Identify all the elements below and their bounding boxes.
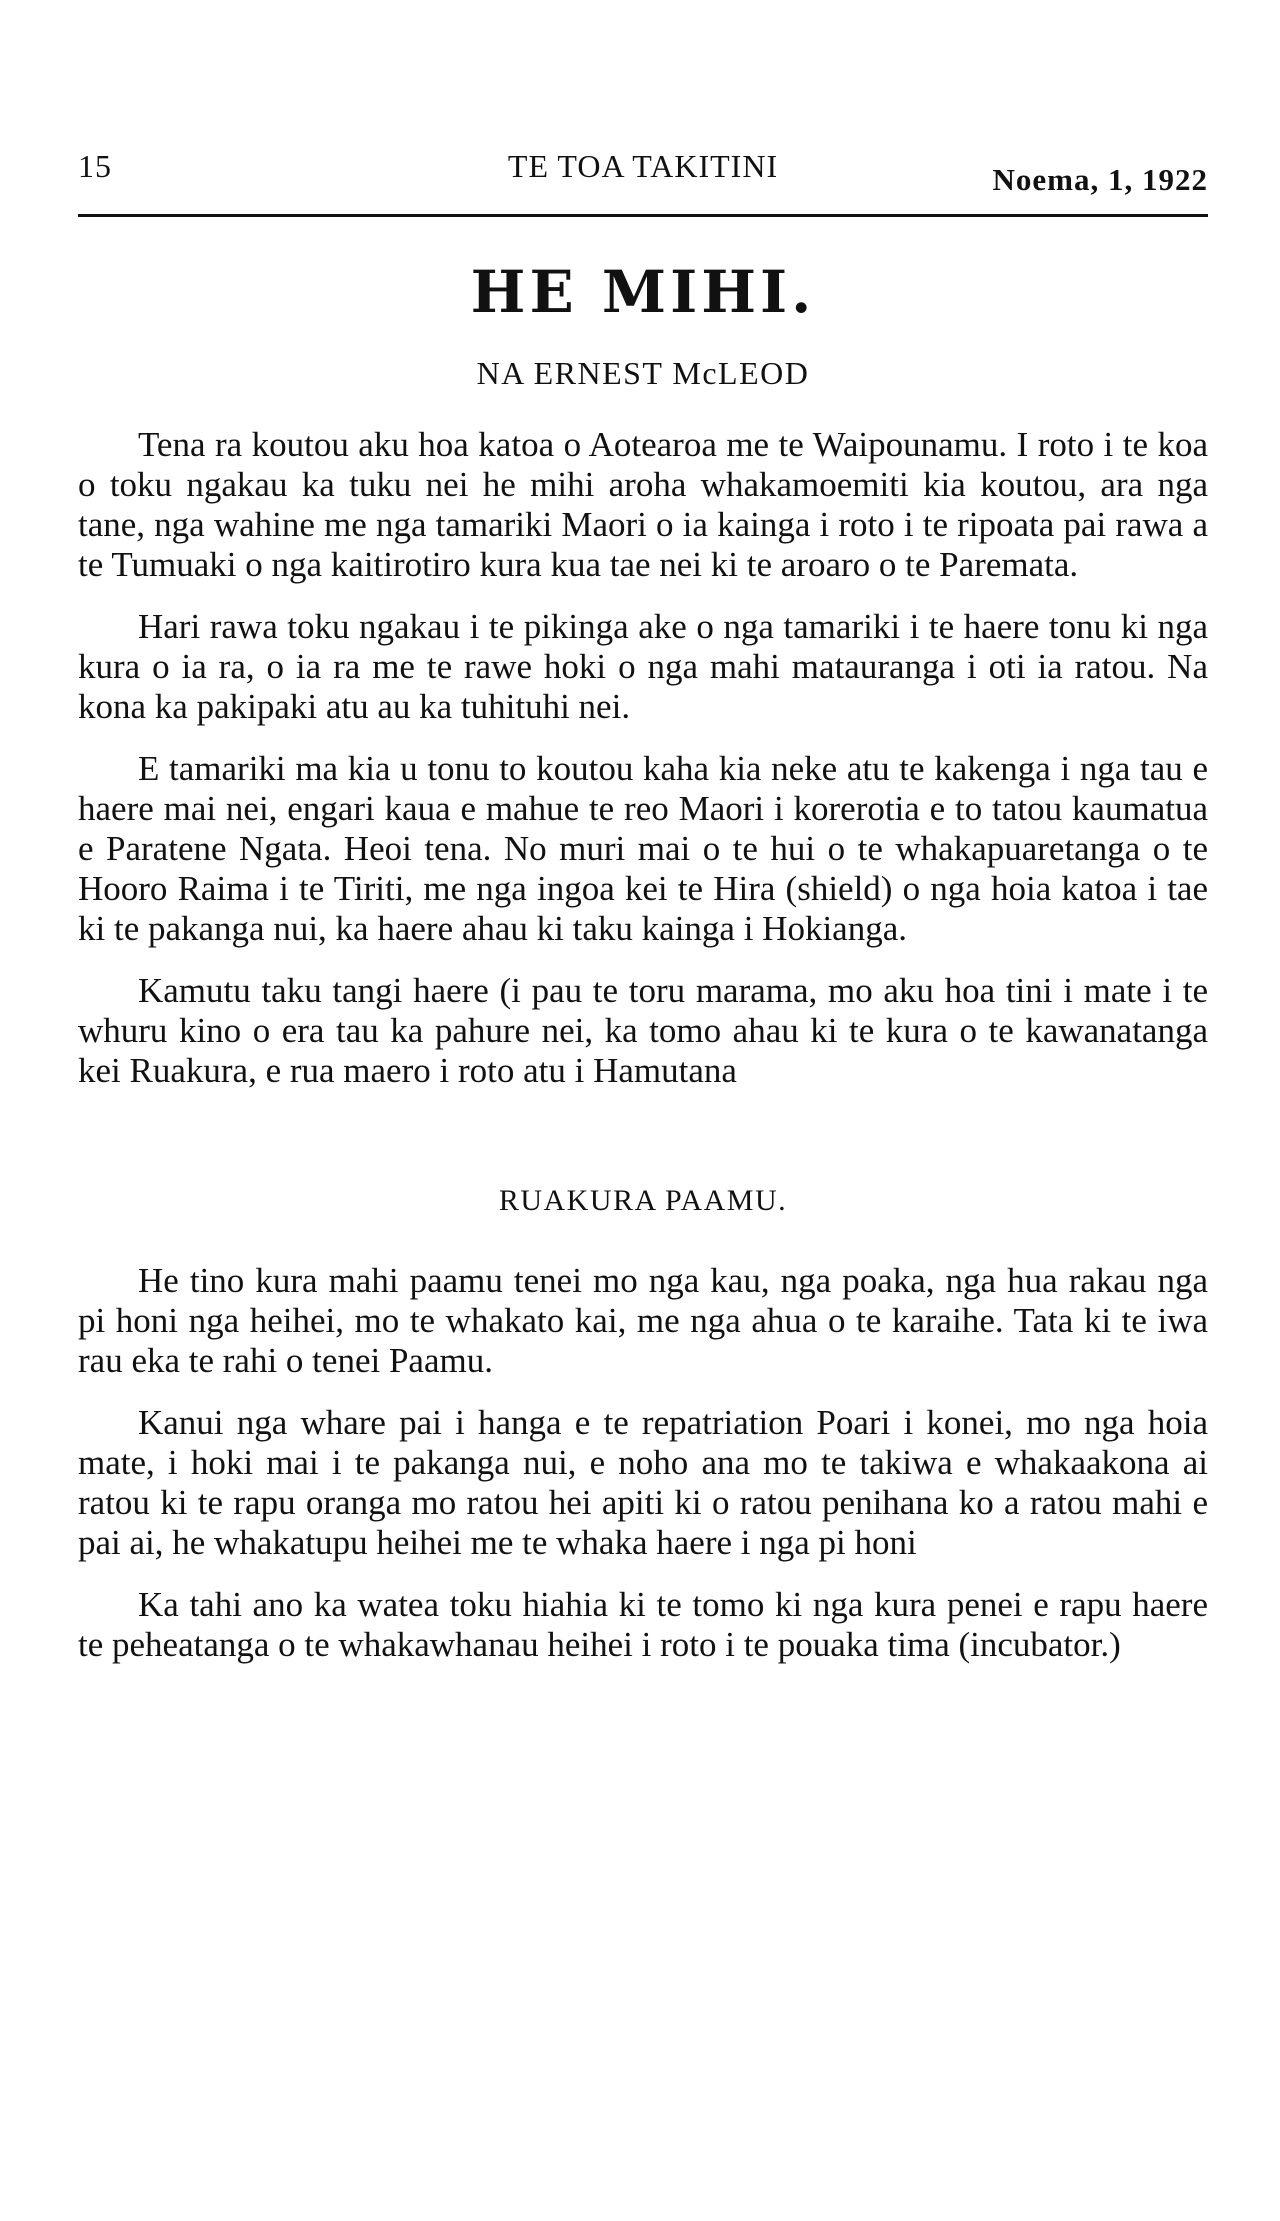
page-number: 15 xyxy=(78,148,112,184)
paragraph: He tino kura mahi paamu tenei mo nga kau, nga poaka, nga hua rakau nga pi honi nga heihei, mo te whakato kai, me nga ahua o te karaihe. Tata ki te iwa rau eka te rahi o tenei Paamu. xyxy=(78,1261,1208,1380)
paragraph: Kanui nga whare pai i hanga e te repatriation Poari i konei, mo nga hoia mate, i hoki mai i te pakanga nui, e noho ana mo te takiwa e whakaakona ai ratou ki te rapu oranga mo ratou hei apiti ki o ratou penihana ko a ratou mahi e pai ai, he whakatupu heihei me te whaka haere i nga pi honi xyxy=(78,1403,1208,1562)
header-rule xyxy=(78,214,1208,217)
article-byline: NA ERNEST McLEOD xyxy=(476,355,810,391)
paragraph: Tena ra koutou aku hoa katoa o Aotearoa me te Waipounamu. I roto i te koa o toku ngakau ka tuku nei he mihi aroha whakamoemiti kia koutou, ara nga tane, nga wahine me nga tamariki Maori o ia kainga i roto i te ripoata pai rawa a te Tumuaki o nga kaitirotiro kura kua tae nei ki te aroaro o te Paremata. xyxy=(78,425,1208,584)
paragraph: E tamariki ma kia u tonu to koutou kaha kia neke atu te kakenga i nga tau e haere mai nei, engari kaua e mahue te reo Maori i korerotia e to tatou kaumatua e Paratene Ngata. Heoi tena. No muri mai o te hui o te whakapuaretanga o te Hooro Raima i te Tiriti, me nga ingoa kei te Hira (shield) o nga hoia katoa i tae ki te pakanga nui, ka haere ahau ki taku kainga i Hokianga. xyxy=(78,749,1208,948)
section-heading: RUAKURA PAAMU. xyxy=(498,1184,788,1217)
running-head xyxy=(78,140,1208,197)
journal-title: TE TOA TAKITINI xyxy=(507,148,779,184)
article-body xyxy=(78,425,1208,1687)
paragraph: Kamutu taku tangi haere (i pau te toru marama, mo aku hoa tini i mate i te whuru kino o era tau ka pahure nei, ka tomo ahau ki te kura o te kawanatanga kei Ruakura, e rua maero i roto atu i Hamutana xyxy=(78,971,1208,1090)
issue-date: Noema, 1, 1922 xyxy=(992,162,1208,197)
paragraph: Hari rawa toku ngakau i te pikinga ake o nga tamariki i te haere tonu ki nga kura o ia ra, o ia ra me te rawe hoki o nga mahi matauranga i oti ia ratou. Na kona ka pakipaki atu au ka tuhituhi nei. xyxy=(78,607,1208,726)
paragraph: Ka tahi ano ka watea toku hiahia ki te tomo ki nga kura penei e rapu haere te peheatanga o te whakawhanau heihei i roto i te pouaka tima (incubator.) xyxy=(78,1585,1208,1664)
article-title: HE MIHI. xyxy=(470,258,816,326)
